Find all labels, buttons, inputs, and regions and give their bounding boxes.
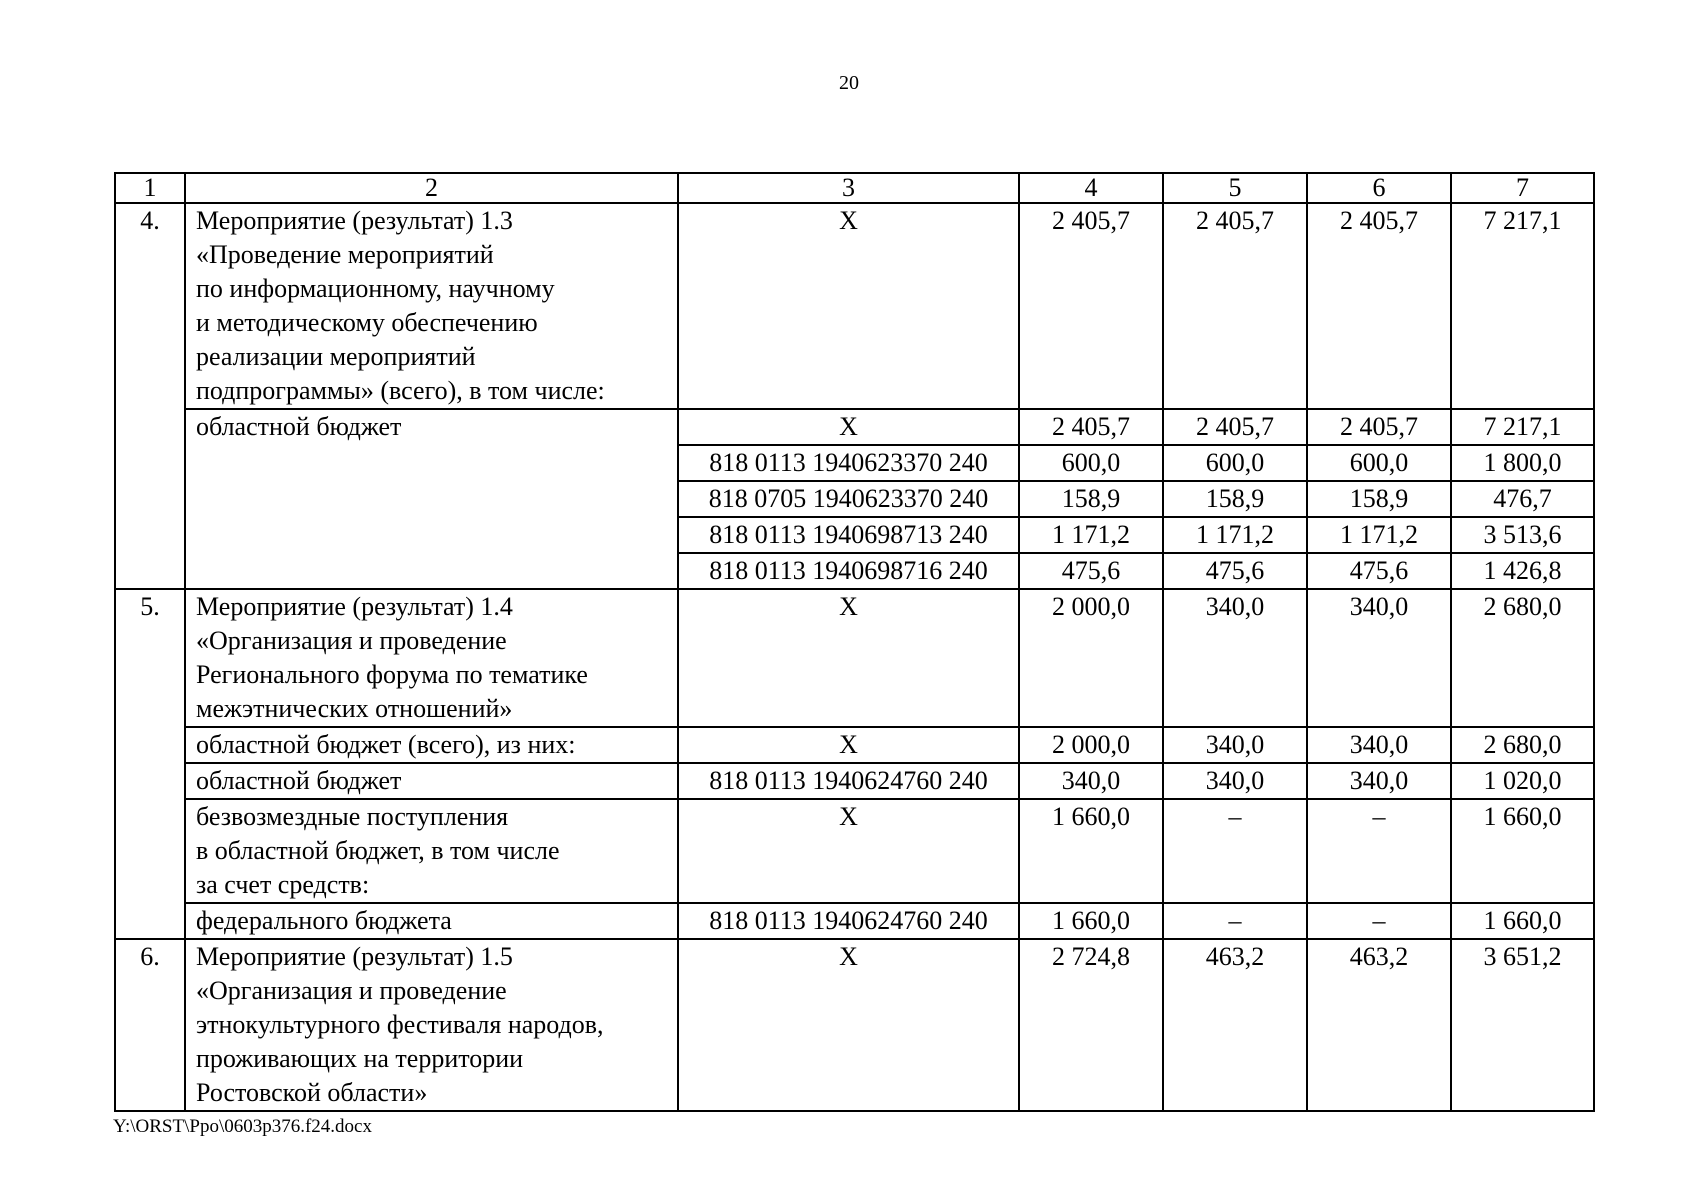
header-cell: 7 [1451,173,1594,203]
amount-cell: 2 405,7 [1163,409,1307,445]
amount-cell: 340,0 [1163,727,1307,763]
table-row [115,589,1594,727]
total-cell: 1 660,0 [1451,799,1594,903]
funding-source-label: областной бюджет (всего), из них: [185,727,678,763]
budget-code: Х [678,727,1019,763]
measure-title-line: и методическому обеспечению [196,308,538,337]
measure-title-line: подпрограммы» (всего), в том числе: [196,376,605,405]
amount-cell: 1 660,0 [1019,799,1163,903]
funding-source-label [185,799,678,903]
table-row [115,727,1594,763]
total-cell: 3 513,6 [1451,517,1594,553]
amount-cell: 475,6 [1307,553,1451,589]
row-number: 5. [115,589,185,939]
table-row [115,939,1594,1111]
amount-cell: – [1163,799,1307,903]
measure-title-line: по информационному, научному [196,274,555,303]
header-cell: 6 [1307,173,1451,203]
measure-title-line: реализации мероприятий [196,342,476,371]
measure-title [185,939,678,1111]
funding-source-line: в областной бюджет, в том числе [196,836,560,865]
budget-code: 818 0113 1940624760 240 [678,763,1019,799]
table-row [115,763,1594,799]
total-cell: 1 660,0 [1451,903,1594,939]
amount-cell: 600,0 [1019,445,1163,481]
amount-cell: 158,9 [1163,481,1307,517]
amount-cell: 340,0 [1307,727,1451,763]
amount-cell: 2 000,0 [1019,727,1163,763]
funding-source-line: безвозмездные поступления [196,802,509,831]
table-row [115,799,1594,903]
amount-cell: 340,0 [1163,763,1307,799]
measure-title-line: «Организация и проведение [196,626,507,655]
budget-code: 818 0113 1940623370 240 [678,445,1019,481]
funding-source-line: за счет средств: [196,870,370,899]
amount-cell: 340,0 [1163,589,1307,727]
header-cell: 3 [678,173,1019,203]
header-row [115,173,1594,203]
amount-cell: 600,0 [1307,445,1451,481]
funding-source-label: областной бюджет [185,763,678,799]
amount-cell: 2 405,7 [1019,409,1163,445]
header-cell: 1 [115,173,185,203]
funding-source-label: областной бюджет [185,409,678,589]
measure-title-line: этнокультурного фестиваля народов, [196,1010,604,1039]
measure-title-line: Мероприятие (результат) 1.5 [196,942,513,971]
amount-cell: – [1163,903,1307,939]
measure-title-line: проживающих на территории [196,1044,524,1073]
budget-code: 818 0113 1940698716 240 [678,553,1019,589]
table-row [115,203,1594,409]
total-cell: 7 217,1 [1451,409,1594,445]
amount-cell: 463,2 [1307,939,1451,1111]
budget-code: 818 0705 1940623370 240 [678,481,1019,517]
funding-source-label: федерального бюджета [185,903,678,939]
header-cell: 4 [1019,173,1163,203]
measure-title-line: Мероприятие (результат) 1.3 [196,206,513,235]
table-row [115,409,1594,445]
table-row [115,903,1594,939]
budget-code: Х [678,589,1019,727]
total-cell: 1 800,0 [1451,445,1594,481]
amount-cell: 1 171,2 [1307,517,1451,553]
total-cell: 476,7 [1451,481,1594,517]
total-cell: 2 680,0 [1451,727,1594,763]
amount-cell: 340,0 [1307,589,1451,727]
total-cell: 3 651,2 [1451,939,1594,1111]
budget-code: Х [678,799,1019,903]
row-number: 4. [115,203,185,589]
amount-cell: – [1307,799,1451,903]
budget-code: Х [678,203,1019,409]
amount-cell: 1 171,2 [1019,517,1163,553]
budget-code: Х [678,409,1019,445]
amount-cell: 2 724,8 [1019,939,1163,1111]
budget-code: 818 0113 1940698713 240 [678,517,1019,553]
amount-cell: 2 405,7 [1019,203,1163,409]
amount-cell: 2 405,7 [1163,203,1307,409]
measure-title [185,203,678,409]
budget-code: Х [678,939,1019,1111]
page-number: 20 [839,72,859,94]
amount-cell: 2 405,7 [1307,409,1451,445]
header-cell: 2 [185,173,678,203]
header-cell: 5 [1163,173,1307,203]
measure-title-line: «Организация и проведение [196,976,507,1005]
amount-cell: 158,9 [1019,481,1163,517]
amount-cell: 340,0 [1019,763,1163,799]
amount-cell: 1 171,2 [1163,517,1307,553]
amount-cell: 475,6 [1163,553,1307,589]
budget-table [114,172,1595,1112]
file-path-footer: Y:\ORST\Ppo\0603p376.f24.docx [113,1116,372,1137]
amount-cell: 463,2 [1163,939,1307,1111]
row-number: 6. [115,939,185,1111]
total-cell: 2 680,0 [1451,589,1594,727]
measure-title-line: «Проведение мероприятий [196,240,494,269]
total-cell: 1 426,8 [1451,553,1594,589]
total-cell: 1 020,0 [1451,763,1594,799]
amount-cell: 2 405,7 [1307,203,1451,409]
amount-cell: – [1307,903,1451,939]
measure-title [185,589,678,727]
amount-cell: 600,0 [1163,445,1307,481]
measure-title-line: Ростовской области» [196,1078,428,1107]
amount-cell: 340,0 [1307,763,1451,799]
budget-code: 818 0113 1940624760 240 [678,903,1019,939]
amount-cell: 475,6 [1019,553,1163,589]
amount-cell: 2 000,0 [1019,589,1163,727]
total-cell: 7 217,1 [1451,203,1594,409]
amount-cell: 1 660,0 [1019,903,1163,939]
measure-title-line: межэтнических отношений» [196,694,513,723]
amount-cell: 158,9 [1307,481,1451,517]
measure-title-line: Мероприятие (результат) 1.4 [196,592,513,621]
measure-title-line: Регионального форума по тематике [196,660,588,689]
